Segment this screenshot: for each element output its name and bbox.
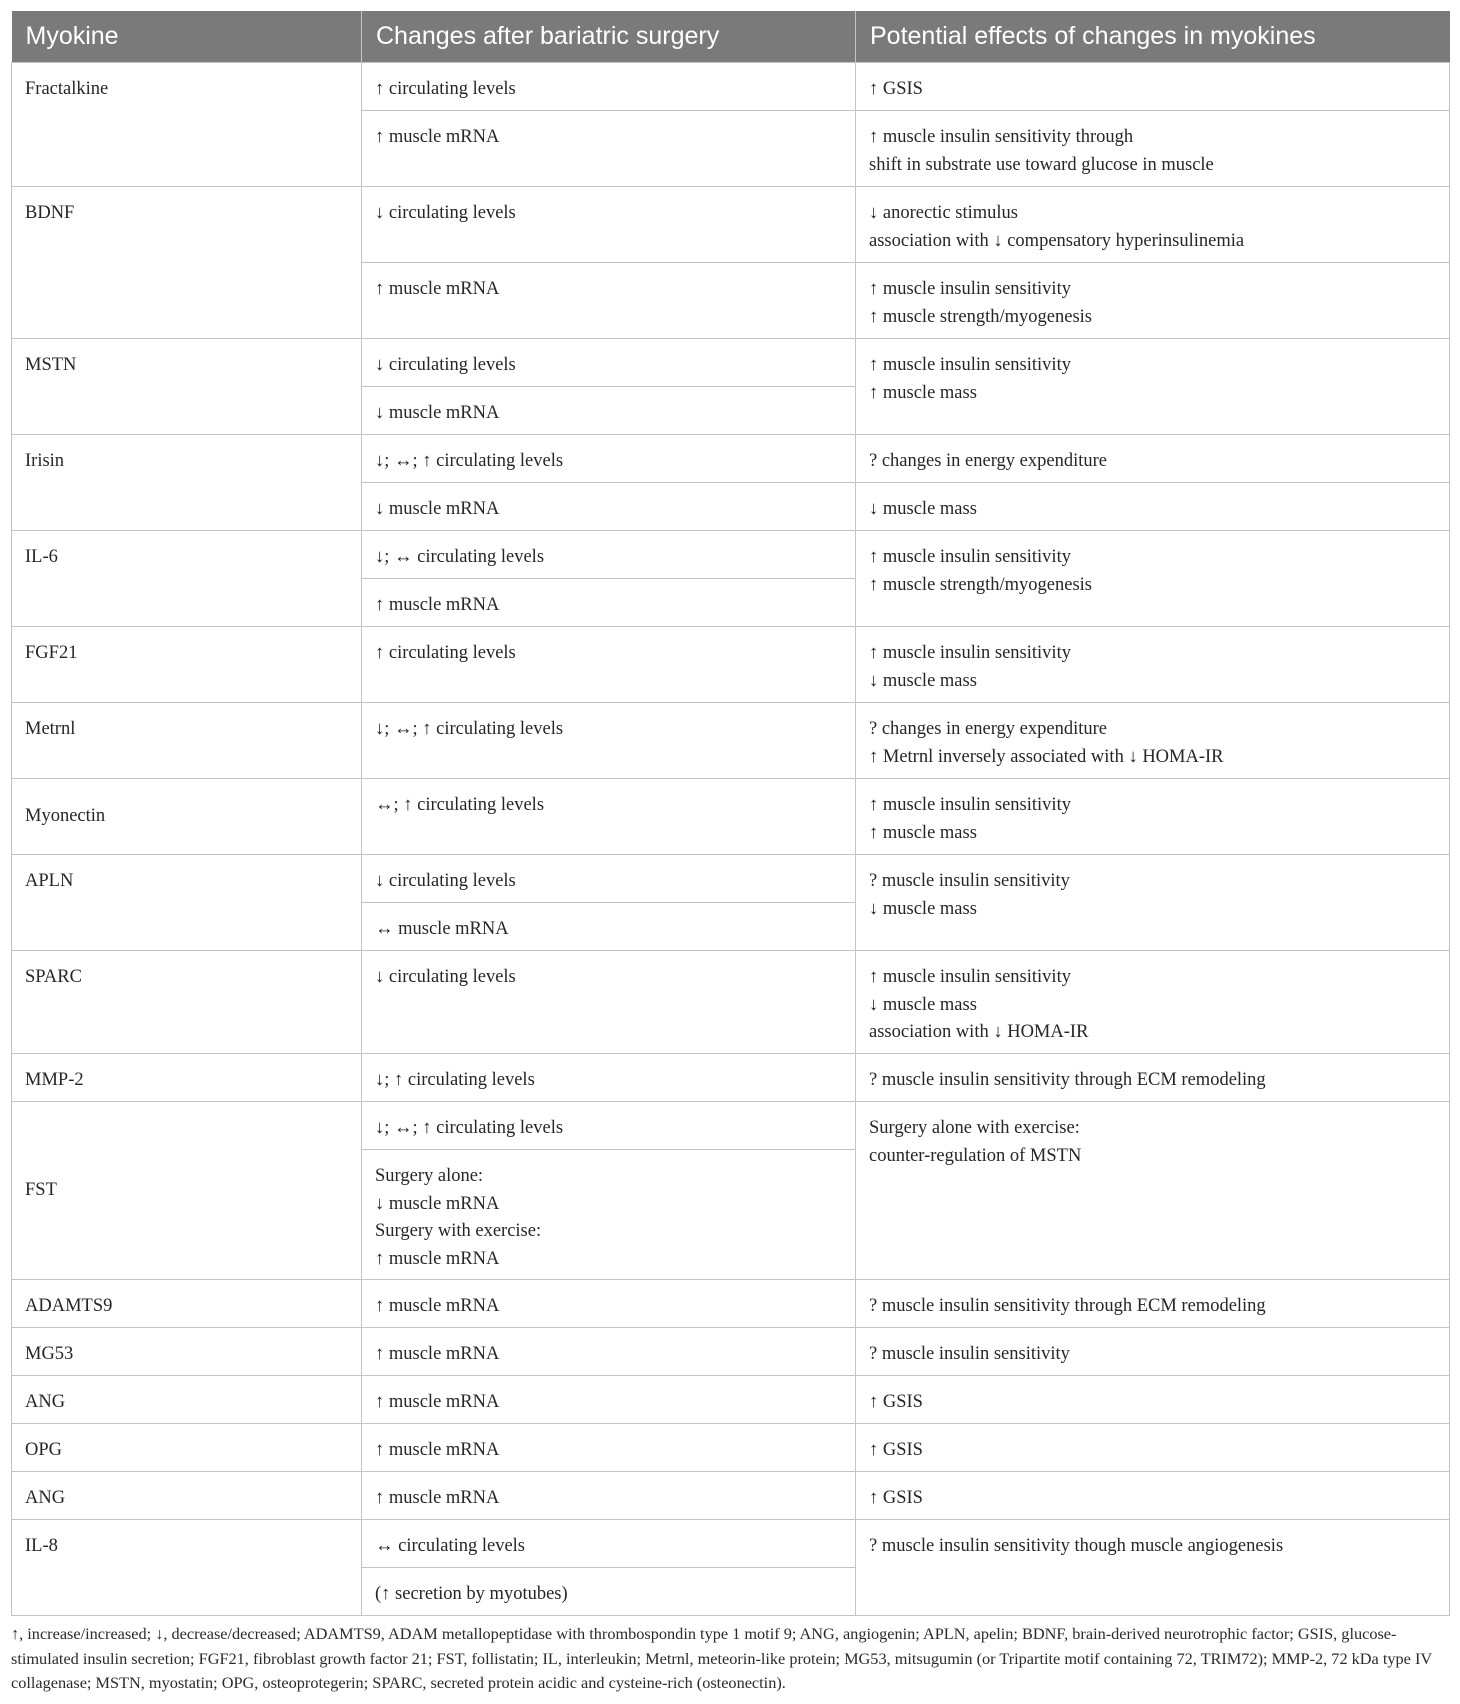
change-cell: ↑ muscle mRNA — [362, 1424, 856, 1472]
effect-cell: ? muscle insulin sensitivity through ECM remodeling — [856, 1054, 1450, 1102]
effect-cell — [856, 263, 1450, 339]
effect-line: ↓ muscle mass — [869, 670, 977, 691]
effect-line: counter-regulation of MSTN — [869, 1145, 1082, 1166]
myokine-name: ADAMTS9 — [12, 1280, 362, 1328]
change-cell: ↓; ↔; ↑ circulating levels — [362, 703, 856, 779]
change-cell: ↑ circulating levels — [362, 63, 856, 111]
effect-cell — [856, 855, 1450, 951]
table-row — [12, 1424, 1450, 1472]
table-row — [12, 339, 1450, 387]
effect-cell: ↑ GSIS — [856, 1376, 1450, 1424]
effect-cell — [856, 703, 1450, 779]
effect-cell — [856, 531, 1450, 627]
table-row — [12, 855, 1450, 903]
effect-cell: ? changes in energy expenditure — [856, 435, 1450, 483]
effect-line: Surgery alone with exercise: — [869, 1118, 1080, 1138]
header-changes: Changes after bariatric surgery — [362, 11, 856, 63]
effect-cell: ? muscle insulin sensitivity — [856, 1328, 1450, 1376]
myokine-name: MG53 — [12, 1328, 362, 1376]
myokine-name: MMP-2 — [12, 1054, 362, 1102]
change-cell: ↔ circulating levels — [362, 1520, 856, 1568]
myokine-name: FGF21 — [12, 627, 362, 703]
table-row — [12, 951, 1450, 1054]
table-row — [12, 1280, 1450, 1328]
effect-cell: ? muscle insulin sensitivity though muscle angiogenesis — [856, 1520, 1450, 1616]
myokine-name: IL-8 — [12, 1520, 362, 1616]
header-myokine: Myokine — [12, 11, 362, 63]
myokine-name: Myonectin — [12, 779, 362, 855]
myokine-name: FST — [12, 1102, 362, 1280]
effect-line: ↑ muscle strength/myogenesis — [869, 306, 1092, 327]
effect-cell — [856, 779, 1450, 855]
change-cell — [362, 1150, 856, 1280]
table-row — [12, 435, 1450, 483]
effect-line: association with ↓ compensatory hyperinsulinemia — [869, 230, 1245, 251]
effect-cell — [856, 339, 1450, 435]
change-cell: ↑ muscle mRNA — [362, 1472, 856, 1520]
table-row — [12, 1376, 1450, 1424]
change-cell: ↓ muscle mRNA — [362, 483, 856, 531]
effect-line: ↑ muscle insulin sensitivity through — [869, 127, 1134, 147]
effect-line: ↑ muscle insulin sensitivity — [869, 279, 1071, 299]
change-cell: ↓; ↑ circulating levels — [362, 1054, 856, 1102]
effect-cell — [856, 187, 1450, 263]
effect-line: ↑ muscle mass — [869, 822, 977, 843]
effect-cell — [856, 1102, 1450, 1280]
change-cell: ↔; ↑ circulating levels — [362, 779, 856, 855]
effect-line: ↓ muscle mass — [869, 898, 977, 919]
myokine-name: Irisin — [12, 435, 362, 531]
effect-cell — [856, 627, 1450, 703]
myokine-name: APLN — [12, 855, 362, 951]
table-row — [12, 627, 1450, 703]
change-cell: (↑ secretion by myotubes) — [362, 1568, 856, 1616]
change-cell: ↑ muscle mRNA — [362, 579, 856, 627]
myokine-name: Fractalkine — [12, 63, 362, 187]
table-row — [12, 531, 1450, 579]
effect-line: ? changes in energy expenditure — [869, 719, 1108, 739]
myokine-name: ANG — [12, 1472, 362, 1520]
myokine-name: SPARC — [12, 951, 362, 1054]
change-cell: ↑ muscle mRNA — [362, 111, 856, 187]
myokine-name: MSTN — [12, 339, 362, 435]
change-cell: ↑ muscle mRNA — [362, 263, 856, 339]
effect-line: ↑ muscle insulin sensitivity — [869, 355, 1071, 375]
change-cell: ↓ muscle mRNA — [362, 387, 856, 435]
change-cell: ↑ muscle mRNA — [362, 1280, 856, 1328]
table-row — [12, 187, 1450, 263]
change-cell: ↔ muscle mRNA — [362, 903, 856, 951]
myokine-name: Metrnl — [12, 703, 362, 779]
myokine-name: BDNF — [12, 187, 362, 339]
myokine-table — [11, 11, 1450, 1616]
change-cell: ↓ circulating levels — [362, 339, 856, 387]
effect-line: ↑ muscle insulin sensitivity — [869, 547, 1071, 567]
change-cell: ↓; ↔; ↑ circulating levels — [362, 435, 856, 483]
header-effects: Potential effects of changes in myokines — [856, 11, 1450, 63]
effect-line: ↑ muscle insulin sensitivity — [869, 967, 1071, 987]
effect-line: ↑ muscle insulin sensitivity — [869, 643, 1071, 663]
table-row — [12, 1472, 1450, 1520]
change-line: Surgery alone: — [375, 1166, 484, 1186]
effect-line: ↓ muscle mass — [869, 994, 977, 1015]
effect-line: shift in substrate use toward glucose in muscle — [869, 154, 1214, 175]
table-footnote: ↑, increase/increased; ↓, decrease/decreased; ADAMTS9, ADAM metallopeptidase with thrombospondin type 1 motif 9; ANG, angiogenin; APLN, apelin; BDNF, brain-derived neurotrophic factor; GSIS, glucose-stimulated insulin secretion; FGF21, fibroblast growth factor 21; FST, follistatin; IL, interleukin; Metrnl, meteorin-like protein; MG53, mitsugumin (or Tripartite motif containing 72, TRIM72); MMP-2, 72 kDa type IV collagenase; MSTN, myostatin; OPG, osteoprotegerin; SPARC, secreted protein acidic and cysteine-rich (osteonectin). — [11, 1624, 1432, 1692]
table-row — [12, 1328, 1450, 1376]
change-line: Surgery with exercise: — [375, 1221, 542, 1241]
table-row — [12, 63, 1450, 111]
change-cell: ↓ circulating levels — [362, 855, 856, 903]
table-row — [12, 703, 1450, 779]
effect-line: ↑ muscle mass — [869, 382, 977, 403]
effect-cell — [856, 951, 1450, 1054]
myokine-name: OPG — [12, 1424, 362, 1472]
effect-cell: ? muscle insulin sensitivity through ECM remodeling — [856, 1280, 1450, 1328]
myokine-name: IL-6 — [12, 531, 362, 627]
change-line: ↓ muscle mRNA — [375, 1193, 500, 1214]
effect-line: ↑ muscle insulin sensitivity — [869, 795, 1071, 815]
change-cell: ↓ circulating levels — [362, 951, 856, 1054]
effect-cell: ↑ GSIS — [856, 1424, 1450, 1472]
effect-line: association with ↓ HOMA-IR — [869, 1022, 1089, 1042]
effect-line: ↓ anorectic stimulus — [869, 203, 1018, 223]
change-line: ↑ muscle mRNA — [375, 1248, 500, 1269]
change-cell: ↓ circulating levels — [362, 187, 856, 263]
effect-cell: ↑ GSIS — [856, 1472, 1450, 1520]
effect-cell: ↓ muscle mass — [856, 483, 1450, 531]
effect-cell — [856, 111, 1450, 187]
myokine-name: ANG — [12, 1376, 362, 1424]
effect-line: ↑ Metrnl inversely associated with ↓ HOMA-IR — [869, 746, 1224, 767]
change-cell: ↓; ↔ circulating levels — [362, 531, 856, 579]
effect-line: ? muscle insulin sensitivity — [869, 871, 1070, 891]
change-cell: ↓; ↔; ↑ circulating levels — [362, 1102, 856, 1150]
table-row — [12, 1102, 1450, 1150]
change-cell: ↑ muscle mRNA — [362, 1376, 856, 1424]
table-row — [12, 1520, 1450, 1568]
effect-cell: ↑ GSIS — [856, 63, 1450, 111]
header-row — [12, 11, 1450, 63]
table-row — [12, 779, 1450, 855]
table-row — [12, 1054, 1450, 1102]
change-cell: ↑ muscle mRNA — [362, 1328, 856, 1376]
change-cell: ↑ circulating levels — [362, 627, 856, 703]
effect-line: ↑ muscle strength/myogenesis — [869, 574, 1092, 595]
